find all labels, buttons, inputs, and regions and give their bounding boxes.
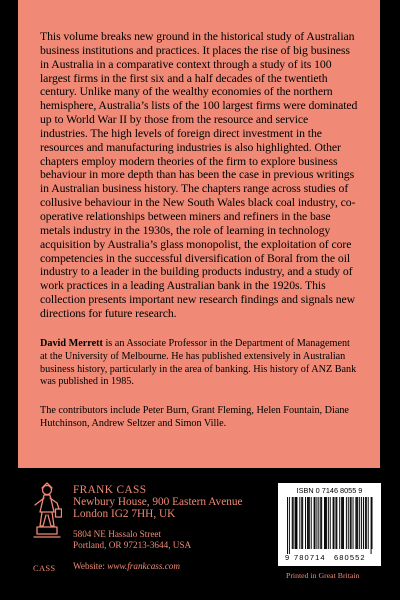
barcode-bar: [330, 497, 331, 549]
barcode-digits-group1: 780714: [294, 553, 326, 562]
barcode-bar: [333, 497, 334, 549]
us-address: [73, 529, 243, 551]
barcode-bar: [357, 497, 358, 549]
barcode-bar: [335, 497, 336, 549]
uk-address-line1: Newbury House, 900 Eastern Avenue: [73, 496, 243, 509]
barcode-bar: [305, 497, 306, 549]
barcode-bar: [339, 497, 340, 549]
barcode-digit-lead: 9: [285, 553, 290, 562]
book-blurb: This volume breaks new ground in the historical study of Australian business institutions and practices. It places the rise of big business in Australia in a comparative context through a study of its 100 largest firms in the first six and a half decades of the twentieth century. Unlike many of the wealthy economies of the northern hemisphere, Australia’s lists of the 100 largest firms were dominated up to World War II by those from the resource and service industries. The high levels of foreign direct investment in the resources and manufacturing industries is also highlighted. Other chapters employ modern theories of the firm to explore business behaviour in more depth than has been the case in previous writings in Australian business history. The chapters range across studies of collusive behaviour in the New South Wales black coal industry, co-operative relationships between miners and refiners in the base metals industry in the 1930s, the role of learning in technology acquisition by Australia’s glass monopolist, the exploitation of core competencies in the successful diversification of Boral from the oil industry to a leader in the building products industry, and a study of work practices in a leading Australian bank in the 1920s. This collection presents important new research findings and signals new directions for future research.: [40, 30, 358, 320]
barcode-bar: [320, 497, 321, 549]
barcode-bar: [302, 497, 303, 549]
printed-in-note: Printed in Great Britain: [286, 571, 360, 580]
barcode-bar: [348, 497, 349, 549]
barcode-bar: [297, 497, 298, 549]
barcode-bar: [363, 497, 364, 549]
barcode-bar: [308, 497, 309, 549]
barcode-bar: [371, 497, 372, 554]
barcode-bar: [365, 497, 366, 549]
barcode-bar: [356, 497, 357, 549]
barcode-bar: [324, 497, 325, 549]
author-bio: [40, 338, 358, 390]
text-panel: [18, 0, 380, 468]
barcode-panel: [278, 483, 381, 566]
barcode-bar: [296, 497, 297, 549]
website-url: www.frankcass.com: [107, 560, 181, 571]
barcode-bar: [321, 497, 322, 549]
barcode-bar: [368, 497, 369, 549]
barcode-bar: [311, 497, 312, 549]
barcode-bar: [293, 497, 294, 549]
contributors-note: The contributors include Peter Burn, Grant Fleming, Helen Fountain, Diane Hutchinson, Andrew Seltzer and Simon Ville.: [40, 405, 349, 430]
barcode-bar: [366, 497, 367, 549]
website-line: [73, 560, 243, 572]
barcode-bar: [314, 497, 315, 549]
author-name: David Merrett: [40, 337, 103, 349]
uk-address-line2: London IG2 7HH, UK: [73, 508, 176, 521]
barcode-bar: [353, 497, 354, 549]
us-address-line1: 5804 NE Hassalo Street: [73, 528, 162, 539]
barcode-bar: [359, 497, 360, 549]
barcode-bar: [361, 497, 362, 549]
barcode-bar: [342, 497, 343, 549]
logo-label: CASS: [33, 563, 56, 573]
barcode-bar: [316, 497, 317, 549]
barcode-bar: [343, 497, 344, 549]
publisher-name: FRANK CASS: [73, 484, 147, 496]
barcode-bar: [325, 497, 326, 549]
barcode-bar: [351, 497, 352, 549]
barcode-graphic: [283, 497, 376, 563]
barcode-bar: [355, 497, 356, 549]
barcode-bar: [328, 497, 329, 549]
barcode-bar: [334, 497, 335, 549]
author-bio-text: is an Associate Professor in the Department of Management at the University of Melbourne. He has published extensively in Australian business history, particularly in the area of banking. His history of ANZ Bank was published in 1985.: [40, 337, 357, 388]
barcode-bar: [309, 497, 310, 549]
frank-cass-logo-figure: [30, 482, 62, 542]
barcode-bar: [289, 497, 290, 554]
barcode-bar: [295, 497, 296, 549]
barcode-bar: [292, 497, 293, 549]
website-label: Website:: [73, 560, 105, 571]
barcode-bar: [350, 497, 351, 549]
barcode-bar: [372, 497, 373, 549]
isbn-text: ISBN 0 7146 8055 9: [296, 486, 363, 495]
barcode-bar: [326, 497, 327, 549]
barcode-bar: [299, 497, 300, 549]
us-address-line2: Portland, OR 97213-3644, USA: [73, 539, 192, 550]
barcode-bar: [346, 497, 347, 549]
barcode-bar: [307, 497, 308, 549]
barcode-bar: [315, 497, 316, 549]
publisher-block: [73, 484, 243, 572]
barcode-bar: [341, 497, 342, 549]
barcode-bar: [336, 497, 337, 549]
barcode-digits-group2: 680552: [334, 553, 366, 562]
barcode-bar: [287, 497, 288, 554]
barcode-bar: [318, 497, 319, 549]
barcode-bar: [301, 497, 302, 549]
